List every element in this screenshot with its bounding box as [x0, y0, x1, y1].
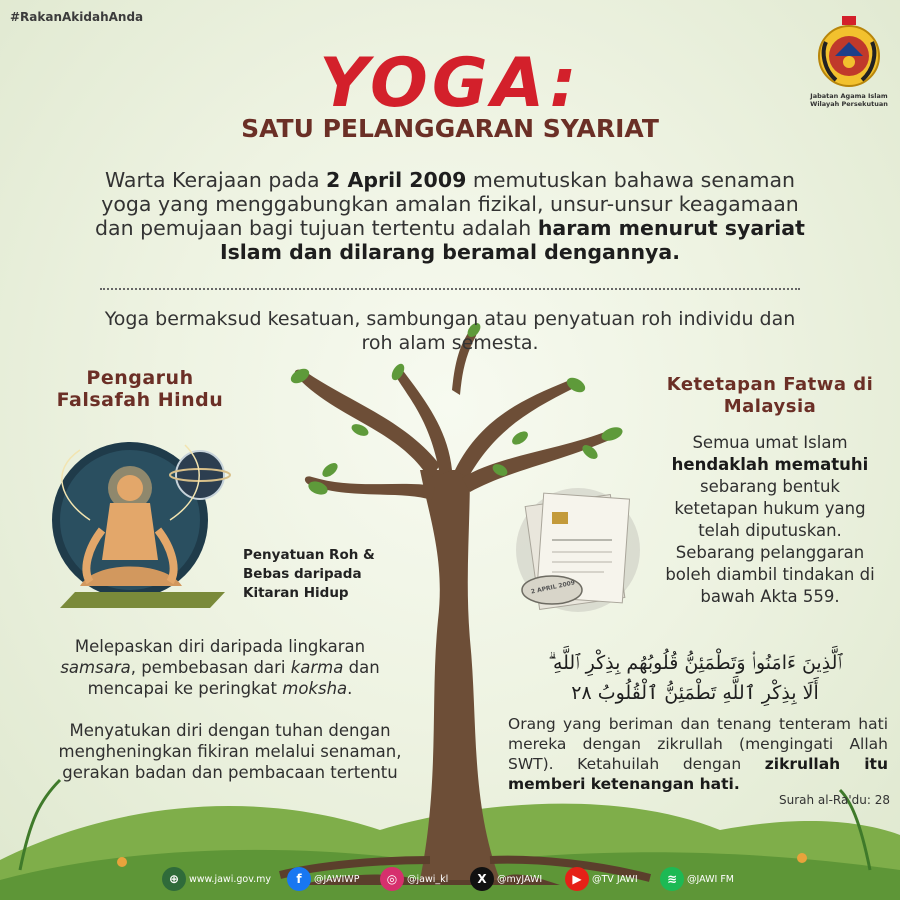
karma-term: karma — [290, 658, 344, 677]
dotted-divider — [100, 288, 800, 290]
footer-facebook[interactable] — [287, 866, 359, 892]
footer-label: @myJAWI — [497, 873, 543, 885]
samsara-text-1: Melepaskan diri daripada lingkaran — [74, 637, 366, 656]
page-title: YOGA: — [319, 44, 581, 123]
hindu-philosophy-heading: Pengaruh Falsafah Hindu — [56, 367, 224, 411]
translation-emphasis: zikrullah itu memberi ketenangan hati. — [508, 755, 888, 793]
verse-line-2: أَلَا بِذِكْرِ ٱللَّهِ تَطْمَئِنُّ ٱلْقُلُوبُ ٢٨ — [571, 682, 819, 704]
moksha-term: moksha — [282, 679, 348, 698]
illustration-caption: Penyatuan Roh & Bebas daripada Kitaran Hidup — [243, 547, 375, 601]
fatwa-paragraph — [660, 432, 880, 608]
facebook-icon: f — [287, 867, 311, 891]
youtube-icon: ▶ — [565, 867, 589, 891]
footer-label: @jawi_kl — [407, 873, 449, 885]
footer-label: @TV JAWI — [592, 873, 638, 885]
instagram-icon: ◎ — [380, 867, 404, 891]
intro-text-2: memutuskan bahawa senaman yoga yang menggabungkan amalan fizikal, unsur-unsur keagamaan dan pemujaan bagi tujuan tertentu adalah — [95, 168, 799, 240]
samsara-text-2: , pembebasan dari — [130, 658, 291, 677]
verse-translation — [508, 714, 888, 794]
surah-reference: Surah al-Ra'du: 28 — [778, 793, 890, 807]
footer-x[interactable] — [470, 866, 542, 892]
intro-paragraph — [90, 168, 810, 264]
footer-label: @JAWIWP — [314, 873, 360, 885]
samsara-term: samsara — [60, 658, 131, 677]
samsara-text-3: dan mencapai ke peringkat — [87, 658, 380, 698]
intro-ruling: haram menurut syariat Islam dan dilarang beramal dengannya. — [219, 216, 805, 264]
footer-instagram[interactable] — [380, 866, 448, 892]
logo-line2: Wilayah Persekutuan — [810, 100, 888, 108]
unification-paragraph: Menyatukan diri dengan tuhan dengan mengheningkan fikiran melalui senaman, gerakan badan dan pembacaan tertentu — [58, 721, 402, 782]
verse-line-1: ٱلَّذِينَ ءَامَنُوا۟ وَتَطْمَئِنُّ قُلُوبُهُم بِذِكْرِ ٱللَّهِ ۗ — [548, 652, 842, 674]
quran-verse — [505, 648, 885, 708]
fatwa-emphasis: hendaklah mematuhi — [671, 455, 869, 474]
page-subtitle: SATU PELANGGARAN SYARIAT — [241, 114, 659, 143]
logo-line1: Jabatan Agama Islam — [810, 92, 888, 100]
footer-social-bar — [0, 866, 900, 894]
hashtag-label: #RakanAkidahAnda — [10, 10, 144, 24]
spotify-icon: ≋ — [660, 867, 684, 891]
document-stamp: 2 APRIL 2009 — [530, 579, 576, 596]
footer-label: @JAWI FM — [687, 873, 734, 885]
footer-youtube[interactable] — [565, 866, 638, 892]
fatwa-heading: Ketetapan Fatwa di Malaysia — [666, 374, 874, 417]
x-icon: X — [470, 867, 494, 891]
footer-website[interactable] — [162, 866, 271, 892]
fatwa-text-1: Semua umat Islam — [692, 433, 848, 452]
globe-icon: ⊕ — [162, 867, 186, 891]
intro-date: 2 April 2009 — [326, 168, 467, 192]
yoga-meaning: Yoga bermaksud kesatuan, sambungan atau penyatuan roh individu dan roh alam semesta. — [104, 308, 796, 354]
meditation-illustration — [52, 442, 230, 608]
footer-label: www.jawi.gov.my — [189, 873, 271, 885]
intro-text-1: Warta Kerajaan pada — [104, 168, 327, 192]
samsara-paragraph — [40, 636, 400, 699]
samsara-text-4: . — [347, 679, 353, 698]
translation-text: Orang yang beriman dan tenang tenteram hati mereka dengan zikrullah (mengingati Allah SWT). Ketahuilah dengan — [508, 715, 888, 773]
fatwa-text-2: sebarang bentuk ketetapan hukum yang telah diputuskan. Sebarang pelanggaran boleh diambil tindakan di bawah Akta 559. — [665, 477, 875, 606]
footer-spotify[interactable] — [660, 866, 734, 892]
